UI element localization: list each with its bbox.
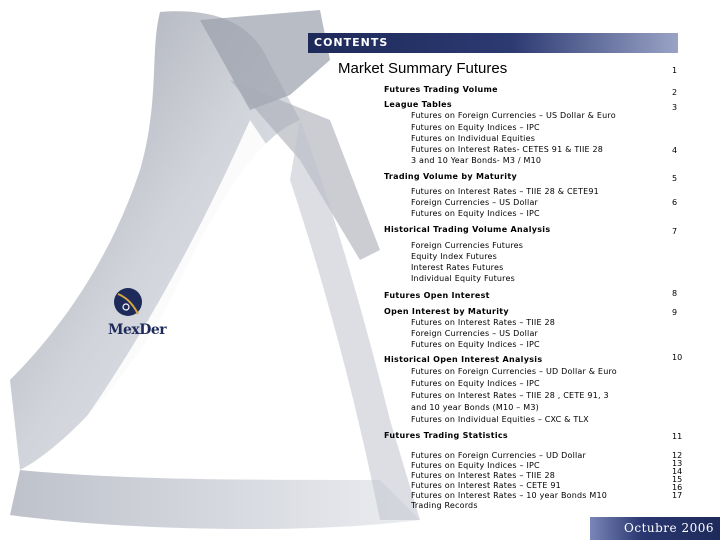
section-title[interactable]: Historical Trading Volume Analysis (384, 225, 551, 234)
list-item: Futures on Equity Indices – IPC (411, 340, 540, 349)
title-page-number: 1 (672, 66, 678, 75)
list-item: Futures on Foreign Currencies – UD Dollar & Euro (411, 367, 617, 376)
list-item: Futures on Equity Indices – IPC (411, 461, 540, 470)
list-item: Futures on Individual Equities (411, 134, 536, 143)
item-page: 17 (672, 491, 683, 500)
list-item: Futures on Foreign Currencies – UD Dollar (411, 451, 587, 460)
list-item: Futures on Equity Indices – IPC (411, 379, 540, 388)
contents-header-bar (308, 33, 678, 53)
page-title: Market Summary Futures (338, 60, 508, 77)
item-page: 12 (672, 451, 683, 460)
list-item: Individual Equity Futures (411, 274, 515, 283)
list-item: Futures on Individual Equities – CXC & TLX (411, 415, 589, 424)
list-item: Futures on Interest Rates- CETES 91 & TIIE 28 (411, 145, 604, 154)
list-item: Foreign Currencies – US Dollar (411, 329, 539, 338)
list-item: Interest Rates Futures (411, 263, 504, 272)
section-title[interactable]: Open Interest by Maturity (384, 307, 509, 316)
mexder-logo-text: MexDer (108, 322, 167, 338)
list-item: Futures on Interest Rates – TIIE 28 & CETE91 (411, 187, 599, 196)
list-item: and 10 year Bonds (M10 – M3) (411, 403, 539, 412)
section-page: 9 (672, 308, 678, 317)
section-title[interactable]: Futures Trading Statistics (384, 431, 508, 440)
list-item: Futures on Equity Indices – IPC (411, 209, 540, 218)
item-page: 15 (672, 475, 683, 484)
list-item: Foreign Currencies – US Dollar (411, 198, 539, 207)
list-item: Foreign Currencies Futures (411, 241, 524, 250)
item-page-list (672, 452, 682, 500)
list-item: Futures on Interest Rates – TIIE 28 (411, 471, 556, 480)
list-item: Futures on Interest Rates – TIIE 28 (411, 318, 556, 327)
list-item: Futures on Interest Rates – TIIE 28 , CETE 91, 3 (411, 391, 609, 400)
item-page: 14 (672, 467, 683, 476)
footer-bar (590, 517, 720, 540)
section-page: 11 (672, 432, 683, 441)
item-page: 4 (672, 146, 678, 155)
list-item: Equity Index Futures (411, 252, 498, 261)
section-page: 8 (672, 289, 678, 298)
section-title[interactable]: Historical Open Interest Analysis (384, 355, 543, 364)
footer-date: Octubre 2006 (624, 521, 714, 535)
section-page: 7 (672, 227, 678, 236)
mexder-logo-icon (98, 280, 168, 350)
section-page: 10 (672, 353, 683, 362)
section-page: 3 (672, 103, 678, 112)
list-item: Futures on Interest Rates – 10 year Bonds M10 (411, 491, 608, 500)
item-page: 6 (672, 198, 678, 207)
list-item: Futures on Equity Indices – IPC (411, 123, 540, 132)
list-item: Trading Records (411, 501, 478, 510)
section-page: 5 (672, 174, 678, 183)
contents-header-label: CONTENTS (314, 36, 389, 49)
section-title[interactable]: Futures Open Interest (384, 291, 490, 300)
item-page: 13 (672, 459, 683, 468)
section-title[interactable]: Futures Trading Volume (384, 85, 498, 94)
list-item: Futures on Foreign Currencies – US Dollar & Euro (411, 111, 616, 120)
list-item: 3 and 10 Year Bonds- M3 / M10 (411, 156, 542, 165)
section-title[interactable]: League Tables (384, 100, 452, 109)
item-page: 16 (672, 483, 683, 492)
section-page: 2 (672, 88, 678, 97)
list-item: Futures on Interest Rates – CETE 91 (411, 481, 561, 490)
section-title[interactable]: Trading Volume by Maturity (384, 172, 517, 181)
